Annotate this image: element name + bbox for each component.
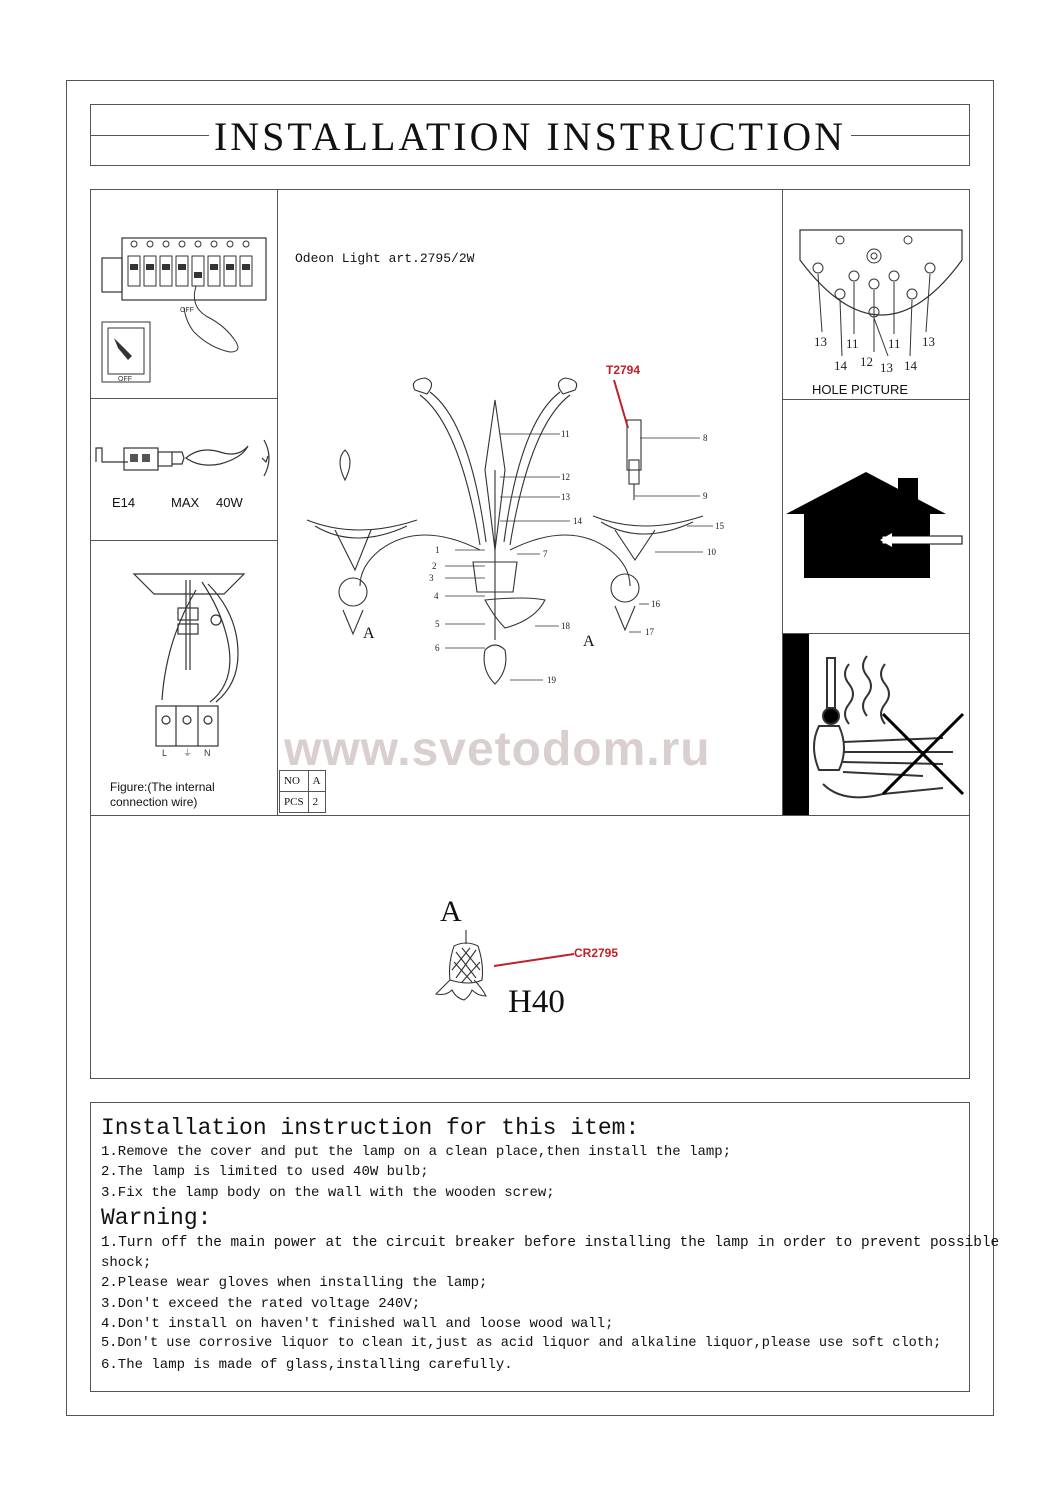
callout-9: 9 — [703, 491, 708, 501]
wiring-illustration — [120, 560, 270, 760]
hole-num: 12 — [860, 354, 873, 369]
callout-17: 17 — [645, 627, 654, 637]
warning-item: 2.Please wear gloves when installing the lamp; — [101, 1275, 488, 1292]
wiring-caption-line1: Figure:(The internal — [110, 780, 215, 794]
divider — [90, 398, 278, 399]
hole-num: 14 — [904, 358, 917, 373]
title-rule-right — [851, 135, 969, 136]
model-label: Odeon Light art.2795/2W — [295, 251, 475, 266]
callout-19: 19 — [547, 675, 556, 685]
divider — [782, 399, 970, 400]
table-cell: NO — [280, 771, 309, 792]
part-code-shade: CR2795 — [574, 946, 619, 960]
bulb-max-label: MAX — [171, 495, 200, 510]
part-code-top: T2794 — [606, 363, 641, 377]
callout-7: 7 — [543, 549, 548, 559]
instructions-heading: Installation instruction for this item: — [101, 1115, 640, 1141]
table-row — [280, 792, 326, 813]
page-title: INSTALLATION INSTRUCTION — [213, 114, 847, 159]
hole-num: 13 — [880, 360, 893, 375]
instruction-step: 2.The lamp is limited to used 40W bulb; — [101, 1164, 429, 1181]
warning-item: 3.Don't exceed the rated voltage 240V; — [101, 1295, 421, 1312]
warning-item: 5.Don't use corrosive liquor to clean it,just as acid liquor and alkaline liquor,please use soft cloth; — [101, 1336, 942, 1352]
hole-num: 14 — [834, 358, 847, 373]
marker-a-right: A — [583, 633, 595, 650]
table-row — [280, 771, 326, 792]
instruction-step: 3.Fix the lamp body on the wall with the wooden screw; — [101, 1184, 555, 1201]
parts-table — [279, 770, 326, 813]
shade-leader — [492, 950, 576, 970]
breaker-off-label: OFF — [180, 307, 194, 314]
callout-12: 12 — [561, 472, 570, 482]
callout-11: 11 — [561, 429, 570, 439]
indoor-house-icon — [786, 466, 966, 582]
instructions-panel — [90, 1102, 1000, 1392]
instruction-step: 1.Remove the cover and put the lamp on a clean place,then install the lamp; — [101, 1144, 732, 1160]
divider — [277, 189, 278, 816]
wiring-caption-line2: connection wire) — [110, 795, 198, 809]
breaker-illustration — [96, 228, 274, 388]
hole-num: 13 — [922, 334, 935, 349]
warning-item: shock; — [101, 1255, 152, 1272]
callout-13: 13 — [561, 492, 570, 502]
table-cell: A — [308, 771, 325, 792]
detail-panel — [90, 815, 970, 1079]
terminal-ground: ⏚ — [183, 748, 193, 758]
callout-18: 18 — [561, 621, 570, 631]
warning-item: 4.Don't install on haven't finished wall and loose wood wall; — [101, 1316, 614, 1333]
detail-letter: A — [440, 895, 462, 928]
callout-1: 1 — [435, 545, 440, 555]
callout-16: 16 — [651, 599, 660, 609]
table-cell: PCS — [280, 792, 309, 813]
hole-num: 11 — [846, 336, 859, 351]
hole-num: 13 — [814, 334, 827, 349]
shade-height-label: H40 — [508, 984, 565, 1020]
title-rule-left — [91, 135, 209, 136]
bulb-socket-label: E14 — [112, 495, 136, 510]
warning-item: 6.The lamp is made of glass,installing carefully. — [101, 1356, 513, 1373]
callout-8: 8 — [703, 433, 708, 443]
part-code-top-leader — [612, 378, 632, 430]
marker-a-left: A — [363, 625, 375, 642]
table-cell: 2 — [308, 792, 325, 813]
hole-picture-label: HOLE PICTURE — [812, 382, 909, 397]
callout-3: 3 — [429, 573, 434, 583]
callout-6: 6 — [435, 643, 440, 653]
bulb-illustration — [94, 428, 274, 488]
callout-2: 2 — [432, 561, 437, 571]
heat-warning-icon — [783, 634, 969, 816]
divider — [90, 540, 278, 541]
bulb-power-label: 40W — [216, 495, 243, 510]
warning-heading: Warning: — [101, 1204, 212, 1231]
lamp-drawing — [295, 370, 765, 700]
terminal-l: L — [162, 748, 168, 758]
terminal-n: N — [204, 748, 211, 758]
watermark: www.svetodom.ru — [284, 723, 711, 776]
hole-picture-illustration — [796, 226, 966, 376]
callout-5: 5 — [435, 619, 440, 629]
callout-14: 14 — [573, 516, 582, 526]
title-box — [90, 104, 970, 166]
callout-4: 4 — [434, 591, 439, 601]
callout-10: 10 — [707, 547, 716, 557]
hole-num: 11 — [888, 336, 901, 351]
callout-15: 15 — [715, 521, 724, 531]
switch-off-label: OFF — [118, 376, 132, 383]
warning-item: 1.Turn off the main power at the circuit breaker before installing the lamp in order to prevent possible — [101, 1234, 1000, 1251]
